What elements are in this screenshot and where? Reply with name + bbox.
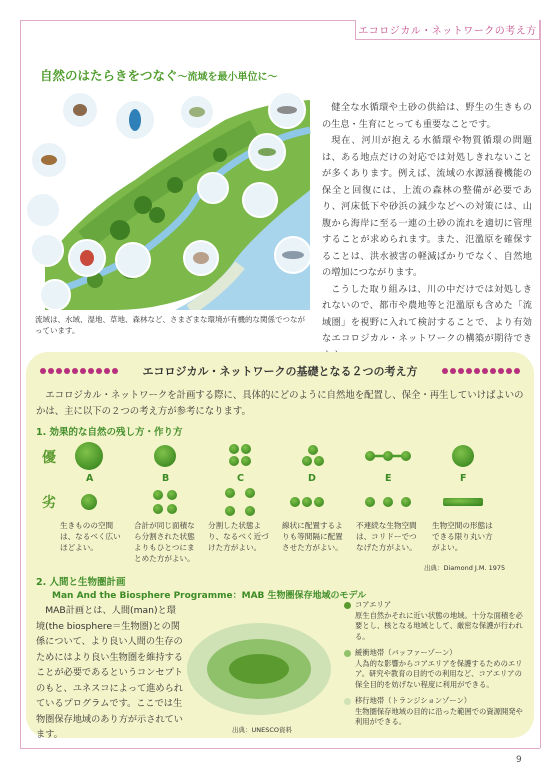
section1-title bbox=[40, 66, 278, 84]
mab-description bbox=[36, 603, 184, 743]
rank-bad: 劣 bbox=[42, 495, 56, 511]
section1-paragraph: 健全な水循環や土砂の供給は、野生の生きものの生息・生育にとっても重要なことです。 bbox=[322, 102, 532, 130]
pattern-letter-b: B bbox=[162, 473, 170, 484]
legend-swatch-transition bbox=[344, 698, 351, 705]
section1-paragraph: こうした取り組みは、川の中だけでは対処しきれないので、都市や農地等と氾濫原も含めた「流域圏」を視野に入れて検討することで、より有効なエコロジカル・ネットワークの構築が期待でき bbox=[322, 283, 532, 344]
pattern-a-good bbox=[75, 442, 103, 470]
pattern-letter-a: A bbox=[86, 473, 94, 484]
island-design-diagram bbox=[60, 440, 520, 520]
subheading-mab: 2. 人間と生物圏計画 bbox=[36, 577, 126, 588]
zones-legend bbox=[344, 600, 524, 734]
panel-intro bbox=[36, 388, 524, 420]
section1-body bbox=[322, 100, 532, 364]
legend-item-core bbox=[344, 600, 524, 642]
biosphere-zones-diagram bbox=[185, 620, 333, 718]
legend-item-buffer bbox=[344, 648, 524, 690]
core-area bbox=[229, 654, 289, 684]
mab-subheading bbox=[52, 588, 366, 601]
legend-item-transition bbox=[344, 696, 524, 728]
legend-desc: 原生自然かそれに近い状態の地域。十分な面積を必要とし、核となる地域として、厳密な保護が行われる。 bbox=[355, 610, 523, 641]
pattern-letter-f: F bbox=[460, 473, 467, 484]
header-tab: エコロジカル・ネットワークの考え方 bbox=[355, 20, 540, 40]
mab-subheading-jp: ：MAB 生物圏保存地域のモデル bbox=[232, 591, 367, 601]
legend-swatch-buffer bbox=[344, 650, 351, 657]
pattern-d bbox=[290, 445, 324, 507]
pattern-caption-c: 分割した状態より、なるべく近づけた方がよい。 bbox=[208, 521, 269, 552]
pattern-b-good bbox=[154, 445, 176, 467]
panel-title: エコロジカル・ネットワークの基礎となる２つの考え方 bbox=[142, 365, 418, 378]
panel-intro-text: エコロジカル・ネットワークを計画する際に、具体的にどのように自然地を配置し、保全・再生していけばよいのかは、主に以下の２つの考え方が参考になります。 bbox=[36, 390, 524, 417]
subheading-effective-nature: 1. 効果的な自然の残し方・作り方 bbox=[36, 427, 183, 438]
section1-title-main: 自然のはたらきをつなぐ bbox=[40, 68, 178, 83]
mab-description-text: MAB計画とは、人間(man)と環境(the biosphere＝生物圏)との関係について、より良い人間の生存のためにはより良い生物圏を維持することが必要であるというコンセプトのもと、ユネスコによって進められているプログラムです。ここでは生物圏保存地域のあり方が示されています。 bbox=[36, 605, 183, 740]
pattern-caption-d: 線状に配置するよりも等間隔に配置させた方がよい。 bbox=[282, 521, 343, 552]
section1-paragraph: 現在、河川が抱える水循環や物質循環の問題は、ある地点だけの対応では対処しきれないことが多くあります。例えば、流域の水源涵養機能の保全と回復には、上流の森林の整備が必要であり、河床低下や砂浜の減少などへの対策には、山腹から海岸に至る一連の土砂の流れを適切に管理することが求められます。また、氾濫原を確保することは、洪水被害の軽減ばかりでなく、自然地の増加につながります。 bbox=[322, 135, 532, 278]
page-number: 9 bbox=[516, 755, 522, 765]
pattern-caption-e: 不連続な生物空間は、コリドーでつなげた方がよい。 bbox=[356, 521, 417, 552]
legend-desc: 生物圏保存地域の目的に沿った範囲での資源開発や利用ができる。 bbox=[355, 706, 523, 726]
legend-swatch-core bbox=[344, 602, 351, 609]
pattern-letter-d: D bbox=[308, 473, 316, 484]
mab-subheading-en: Man And the Biosphere Programme bbox=[52, 591, 233, 601]
legend-name: 移行地帯（トランジションゾーン） bbox=[355, 696, 472, 705]
decorative-dots-left bbox=[40, 368, 118, 374]
frame-bottom-line bbox=[20, 748, 540, 749]
pattern-caption-b: 合計が同じ面積なら分割された状態よりもひとつにまとめた方がよい。 bbox=[134, 521, 195, 563]
legend-desc: 人為的な影響からコアエリアを保護するためのエリア。研究や教育の目的での利用など、コアエリアの保全目的を妨げない程度に利用ができる。 bbox=[355, 658, 523, 689]
pattern-caption-f: 生物空間の形態はできる限り丸い方がよい。 bbox=[432, 521, 493, 552]
section1-subtitle: ～流域を最小単位に～ bbox=[177, 72, 278, 83]
frame-right-line bbox=[540, 20, 541, 748]
rank-good: 優 bbox=[42, 450, 56, 466]
panel-title-row bbox=[40, 362, 520, 380]
pattern-caption-a: 生きものの空間は、なるべく広いほどよい。 bbox=[60, 521, 121, 552]
decorative-dots-right bbox=[442, 368, 520, 374]
frame-left-line bbox=[20, 20, 21, 748]
pattern-letter-c: C bbox=[237, 473, 244, 484]
pattern-a-bad bbox=[81, 494, 97, 510]
illustration-caption: 流域は、水域、湿地、草地、森林など、さまざまな環境が有機的な関係でつながっています。 bbox=[35, 315, 305, 335]
legend-name: 緩衝地帯（バッファーゾーン） bbox=[355, 648, 457, 657]
legend-name: コアエリア bbox=[355, 600, 392, 609]
diamond-source: 出典：Diamond J.M. 1975 bbox=[424, 564, 506, 572]
unesco-source: 出典：UNESCO資料 bbox=[232, 726, 293, 734]
watershed-illustration bbox=[25, 90, 315, 310]
pattern-letter-e: E bbox=[385, 473, 392, 484]
